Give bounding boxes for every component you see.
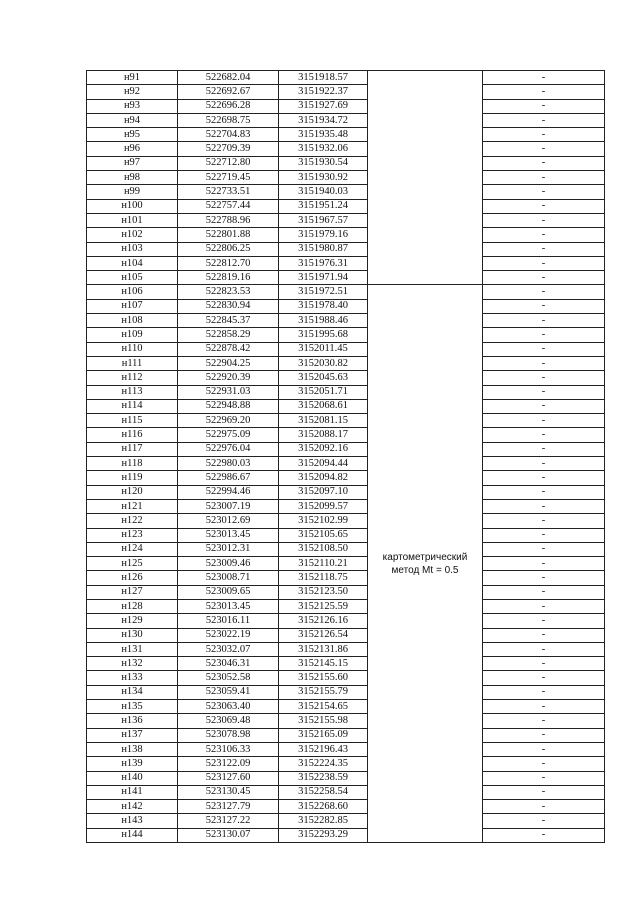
x-coordinate-cell: 522709.39 <box>178 142 279 156</box>
accuracy-cell: - <box>483 414 605 428</box>
table-row <box>87 142 605 156</box>
x-coordinate-cell: 523130.45 <box>178 785 279 799</box>
x-coordinate-cell: 522819.16 <box>178 271 279 285</box>
x-coordinate-cell: 522719.45 <box>178 171 279 185</box>
x-coordinate-cell: 523059.41 <box>178 685 279 699</box>
table-row <box>87 85 605 99</box>
table-row <box>87 242 605 256</box>
table-row <box>87 256 605 270</box>
table-row <box>87 700 605 714</box>
point-id-cell: н122 <box>87 514 178 528</box>
accuracy-cell: - <box>483 700 605 714</box>
accuracy-cell: - <box>483 742 605 756</box>
accuracy-cell: - <box>483 113 605 127</box>
accuracy-cell: - <box>483 599 605 613</box>
point-id-cell: н119 <box>87 471 178 485</box>
table-row <box>87 399 605 413</box>
point-id-cell: н137 <box>87 728 178 742</box>
coordinate-table-page <box>86 70 604 843</box>
y-coordinate-cell: 3152125.59 <box>279 599 368 613</box>
table-row <box>87 828 605 842</box>
point-id-cell: н142 <box>87 800 178 814</box>
table-row <box>87 385 605 399</box>
y-coordinate-cell: 3151927.69 <box>279 99 368 113</box>
point-id-cell: н92 <box>87 85 178 99</box>
y-coordinate-cell: 3151951.24 <box>279 199 368 213</box>
point-id-cell: н126 <box>87 571 178 585</box>
accuracy-cell: - <box>483 171 605 185</box>
y-coordinate-cell: 3152045.63 <box>279 371 368 385</box>
accuracy-cell: - <box>483 828 605 842</box>
y-coordinate-cell: 3151979.16 <box>279 228 368 242</box>
accuracy-cell: - <box>483 728 605 742</box>
point-id-cell: н144 <box>87 828 178 842</box>
table-row <box>87 714 605 728</box>
table-row <box>87 199 605 213</box>
table-row <box>87 485 605 499</box>
accuracy-cell: - <box>483 71 605 85</box>
table-row <box>87 228 605 242</box>
accuracy-cell: - <box>483 800 605 814</box>
x-coordinate-cell: 523063.40 <box>178 700 279 714</box>
y-coordinate-cell: 3152154.65 <box>279 700 368 714</box>
y-coordinate-cell: 3151976.31 <box>279 256 368 270</box>
x-coordinate-cell: 523009.65 <box>178 585 279 599</box>
table-row <box>87 185 605 199</box>
x-coordinate-cell: 522830.94 <box>178 299 279 313</box>
accuracy-cell: - <box>483 156 605 170</box>
accuracy-cell: - <box>483 271 605 285</box>
y-coordinate-cell: 3152108.50 <box>279 542 368 556</box>
accuracy-cell: - <box>483 256 605 270</box>
accuracy-cell: - <box>483 213 605 227</box>
y-coordinate-cell: 3152155.98 <box>279 714 368 728</box>
accuracy-cell: - <box>483 557 605 571</box>
y-coordinate-cell: 3152094.44 <box>279 457 368 471</box>
point-id-cell: н111 <box>87 356 178 370</box>
y-coordinate-cell: 3152092.16 <box>279 442 368 456</box>
point-id-cell: н100 <box>87 199 178 213</box>
point-id-cell: н98 <box>87 171 178 185</box>
table-row <box>87 99 605 113</box>
point-id-cell: н130 <box>87 628 178 642</box>
x-coordinate-cell: 522920.39 <box>178 371 279 385</box>
y-coordinate-cell: 3152196.43 <box>279 742 368 756</box>
accuracy-cell: - <box>483 299 605 313</box>
accuracy-cell: - <box>483 471 605 485</box>
point-id-cell: н114 <box>87 399 178 413</box>
y-coordinate-cell: 3152118.75 <box>279 571 368 585</box>
table-row <box>87 657 605 671</box>
y-coordinate-cell: 3151935.48 <box>279 128 368 142</box>
accuracy-cell: - <box>483 199 605 213</box>
accuracy-cell: - <box>483 442 605 456</box>
point-id-cell: н123 <box>87 528 178 542</box>
accuracy-cell: - <box>483 99 605 113</box>
accuracy-cell: - <box>483 242 605 256</box>
table-row <box>87 557 605 571</box>
accuracy-cell: - <box>483 328 605 342</box>
x-coordinate-cell: 522845.37 <box>178 314 279 328</box>
point-id-cell: н116 <box>87 428 178 442</box>
table-row <box>87 156 605 170</box>
x-coordinate-cell: 523069.48 <box>178 714 279 728</box>
accuracy-cell: - <box>483 385 605 399</box>
table-row <box>87 785 605 799</box>
y-coordinate-cell: 3151978.40 <box>279 299 368 313</box>
x-coordinate-cell: 522704.83 <box>178 128 279 142</box>
point-id-cell: н135 <box>87 700 178 714</box>
accuracy-cell: - <box>483 614 605 628</box>
coordinate-table-body <box>87 71 605 843</box>
accuracy-cell: - <box>483 356 605 370</box>
point-id-cell: н125 <box>87 557 178 571</box>
table-row <box>87 728 605 742</box>
point-id-cell: н108 <box>87 314 178 328</box>
table-row <box>87 599 605 613</box>
accuracy-cell: - <box>483 128 605 142</box>
table-row <box>87 471 605 485</box>
point-id-cell: н139 <box>87 757 178 771</box>
point-id-cell: н128 <box>87 599 178 613</box>
y-coordinate-cell: 3152030.82 <box>279 356 368 370</box>
table-row <box>87 442 605 456</box>
y-coordinate-cell: 3152105.65 <box>279 528 368 542</box>
x-coordinate-cell: 522931.03 <box>178 385 279 399</box>
y-coordinate-cell: 3152238.59 <box>279 771 368 785</box>
accuracy-cell: - <box>483 671 605 685</box>
x-coordinate-cell: 522986.67 <box>178 471 279 485</box>
point-id-cell: н141 <box>87 785 178 799</box>
accuracy-cell: - <box>483 185 605 199</box>
table-row <box>87 128 605 142</box>
point-id-cell: н104 <box>87 256 178 270</box>
accuracy-cell: - <box>483 657 605 671</box>
point-id-cell: н118 <box>87 457 178 471</box>
x-coordinate-cell: 522757.44 <box>178 199 279 213</box>
table-row <box>87 614 605 628</box>
x-coordinate-cell: 523130.07 <box>178 828 279 842</box>
y-coordinate-cell: 3152155.60 <box>279 671 368 685</box>
table-row <box>87 457 605 471</box>
point-id-cell: н132 <box>87 657 178 671</box>
table-row <box>87 742 605 756</box>
y-coordinate-cell: 3152094.82 <box>279 471 368 485</box>
y-coordinate-cell: 3152099.57 <box>279 499 368 513</box>
y-coordinate-cell: 3151930.92 <box>279 171 368 185</box>
table-row <box>87 113 605 127</box>
point-id-cell: н136 <box>87 714 178 728</box>
method-cell-empty <box>368 71 483 285</box>
table-row <box>87 585 605 599</box>
point-id-cell: н134 <box>87 685 178 699</box>
x-coordinate-cell: 522948.88 <box>178 399 279 413</box>
point-id-cell: н113 <box>87 385 178 399</box>
point-id-cell: н95 <box>87 128 178 142</box>
point-id-cell: н102 <box>87 228 178 242</box>
accuracy-cell: - <box>483 342 605 356</box>
y-coordinate-cell: 3151922.37 <box>279 85 368 99</box>
table-row <box>87 285 605 299</box>
x-coordinate-cell: 523078.98 <box>178 728 279 742</box>
table-row <box>87 757 605 771</box>
x-coordinate-cell: 523122.09 <box>178 757 279 771</box>
y-coordinate-cell: 3151980.87 <box>279 242 368 256</box>
y-coordinate-cell: 3152145.15 <box>279 657 368 671</box>
table-row <box>87 571 605 585</box>
x-coordinate-cell: 522733.51 <box>178 185 279 199</box>
table-row <box>87 542 605 556</box>
y-coordinate-cell: 3152123.50 <box>279 585 368 599</box>
x-coordinate-cell: 522878.42 <box>178 342 279 356</box>
accuracy-cell: - <box>483 514 605 528</box>
accuracy-cell: - <box>483 371 605 385</box>
x-coordinate-cell: 522975.09 <box>178 428 279 442</box>
point-id-cell: н103 <box>87 242 178 256</box>
x-coordinate-cell: 523127.22 <box>178 814 279 828</box>
x-coordinate-cell: 522904.25 <box>178 356 279 370</box>
point-id-cell: н131 <box>87 642 178 656</box>
table-row <box>87 800 605 814</box>
point-id-cell: н115 <box>87 414 178 428</box>
accuracy-cell: - <box>483 528 605 542</box>
x-coordinate-cell: 522698.75 <box>178 113 279 127</box>
y-coordinate-cell: 3151995.68 <box>279 328 368 342</box>
accuracy-cell: - <box>483 714 605 728</box>
accuracy-cell: - <box>483 228 605 242</box>
table-row <box>87 328 605 342</box>
accuracy-cell: - <box>483 285 605 299</box>
y-coordinate-cell: 3152126.16 <box>279 614 368 628</box>
y-coordinate-cell: 3152268.60 <box>279 800 368 814</box>
y-coordinate-cell: 3152110.21 <box>279 557 368 571</box>
x-coordinate-cell: 522823.53 <box>178 285 279 299</box>
y-coordinate-cell: 3152102.99 <box>279 514 368 528</box>
accuracy-cell: - <box>483 685 605 699</box>
table-row <box>87 299 605 313</box>
y-coordinate-cell: 3152068.61 <box>279 399 368 413</box>
point-id-cell: н97 <box>87 156 178 170</box>
y-coordinate-cell: 3151932.06 <box>279 142 368 156</box>
y-coordinate-cell: 3152131.86 <box>279 642 368 656</box>
y-coordinate-cell: 3152011.45 <box>279 342 368 356</box>
table-row <box>87 171 605 185</box>
point-id-cell: н109 <box>87 328 178 342</box>
method-cell: картометрический метод Mt = 0.5 <box>368 285 483 843</box>
y-coordinate-cell: 3152126.54 <box>279 628 368 642</box>
table-row <box>87 371 605 385</box>
point-id-cell: н129 <box>87 614 178 628</box>
x-coordinate-cell: 522682.04 <box>178 71 279 85</box>
x-coordinate-cell: 522980.03 <box>178 457 279 471</box>
x-coordinate-cell: 522806.25 <box>178 242 279 256</box>
table-row <box>87 642 605 656</box>
table-row <box>87 428 605 442</box>
point-id-cell: н133 <box>87 671 178 685</box>
coordinate-table <box>86 70 605 843</box>
y-coordinate-cell: 3152155.79 <box>279 685 368 699</box>
y-coordinate-cell: 3151930.54 <box>279 156 368 170</box>
point-id-cell: н143 <box>87 814 178 828</box>
x-coordinate-cell: 522692.67 <box>178 85 279 99</box>
x-coordinate-cell: 523013.45 <box>178 599 279 613</box>
accuracy-cell: - <box>483 814 605 828</box>
y-coordinate-cell: 3151940.03 <box>279 185 368 199</box>
y-coordinate-cell: 3152051.71 <box>279 385 368 399</box>
x-coordinate-cell: 522994.46 <box>178 485 279 499</box>
table-row <box>87 271 605 285</box>
x-coordinate-cell: 522696.28 <box>178 99 279 113</box>
y-coordinate-cell: 3152165.09 <box>279 728 368 742</box>
table-row <box>87 314 605 328</box>
table-row <box>87 528 605 542</box>
x-coordinate-cell: 523127.79 <box>178 800 279 814</box>
point-id-cell: н94 <box>87 113 178 127</box>
point-id-cell: н99 <box>87 185 178 199</box>
x-coordinate-cell: 522712.80 <box>178 156 279 170</box>
x-coordinate-cell: 523052.58 <box>178 671 279 685</box>
y-coordinate-cell: 3152258.54 <box>279 785 368 799</box>
accuracy-cell: - <box>483 542 605 556</box>
table-row <box>87 628 605 642</box>
x-coordinate-cell: 523009.46 <box>178 557 279 571</box>
table-row <box>87 213 605 227</box>
x-coordinate-cell: 522969.20 <box>178 414 279 428</box>
x-coordinate-cell: 523046.31 <box>178 657 279 671</box>
x-coordinate-cell: 523127.60 <box>178 771 279 785</box>
point-id-cell: н105 <box>87 271 178 285</box>
table-row <box>87 71 605 85</box>
table-row <box>87 499 605 513</box>
accuracy-cell: - <box>483 585 605 599</box>
point-id-cell: н110 <box>87 342 178 356</box>
table-row <box>87 514 605 528</box>
accuracy-cell: - <box>483 571 605 585</box>
y-coordinate-cell: 3151918.57 <box>279 71 368 85</box>
table-row <box>87 771 605 785</box>
y-coordinate-cell: 3151967.57 <box>279 213 368 227</box>
x-coordinate-cell: 523013.45 <box>178 528 279 542</box>
point-id-cell: н91 <box>87 71 178 85</box>
y-coordinate-cell: 3152282.85 <box>279 814 368 828</box>
x-coordinate-cell: 523016.11 <box>178 614 279 628</box>
y-coordinate-cell: 3152081.15 <box>279 414 368 428</box>
point-id-cell: н106 <box>87 285 178 299</box>
accuracy-cell: - <box>483 757 605 771</box>
accuracy-cell: - <box>483 399 605 413</box>
accuracy-cell: - <box>483 499 605 513</box>
table-row <box>87 814 605 828</box>
y-coordinate-cell: 3152293.29 <box>279 828 368 842</box>
x-coordinate-cell: 522801.88 <box>178 228 279 242</box>
accuracy-cell: - <box>483 771 605 785</box>
point-id-cell: н140 <box>87 771 178 785</box>
point-id-cell: н96 <box>87 142 178 156</box>
x-coordinate-cell: 523032.07 <box>178 642 279 656</box>
x-coordinate-cell: 523007.19 <box>178 499 279 513</box>
point-id-cell: н127 <box>87 585 178 599</box>
point-id-cell: н93 <box>87 99 178 113</box>
table-row <box>87 356 605 370</box>
y-coordinate-cell: 3151988.46 <box>279 314 368 328</box>
point-id-cell: н120 <box>87 485 178 499</box>
y-coordinate-cell: 3152224.35 <box>279 757 368 771</box>
accuracy-cell: - <box>483 642 605 656</box>
accuracy-cell: - <box>483 142 605 156</box>
x-coordinate-cell: 523012.69 <box>178 514 279 528</box>
point-id-cell: н107 <box>87 299 178 313</box>
accuracy-cell: - <box>483 785 605 799</box>
x-coordinate-cell: 523106.33 <box>178 742 279 756</box>
accuracy-cell: - <box>483 457 605 471</box>
accuracy-cell: - <box>483 428 605 442</box>
y-coordinate-cell: 3151934.72 <box>279 113 368 127</box>
table-row <box>87 685 605 699</box>
x-coordinate-cell: 522858.29 <box>178 328 279 342</box>
point-id-cell: н121 <box>87 499 178 513</box>
x-coordinate-cell: 523012.31 <box>178 542 279 556</box>
point-id-cell: н112 <box>87 371 178 385</box>
x-coordinate-cell: 523022.19 <box>178 628 279 642</box>
x-coordinate-cell: 522812.70 <box>178 256 279 270</box>
accuracy-cell: - <box>483 85 605 99</box>
y-coordinate-cell: 3151971.94 <box>279 271 368 285</box>
x-coordinate-cell: 523008.71 <box>178 571 279 585</box>
y-coordinate-cell: 3152088.17 <box>279 428 368 442</box>
point-id-cell: н117 <box>87 442 178 456</box>
point-id-cell: н138 <box>87 742 178 756</box>
table-row <box>87 671 605 685</box>
x-coordinate-cell: 522976.04 <box>178 442 279 456</box>
accuracy-cell: - <box>483 314 605 328</box>
point-id-cell: н124 <box>87 542 178 556</box>
accuracy-cell: - <box>483 485 605 499</box>
accuracy-cell: - <box>483 628 605 642</box>
table-row <box>87 414 605 428</box>
x-coordinate-cell: 522788.96 <box>178 213 279 227</box>
y-coordinate-cell: 3152097.10 <box>279 485 368 499</box>
table-row <box>87 342 605 356</box>
point-id-cell: н101 <box>87 213 178 227</box>
y-coordinate-cell: 3151972.51 <box>279 285 368 299</box>
